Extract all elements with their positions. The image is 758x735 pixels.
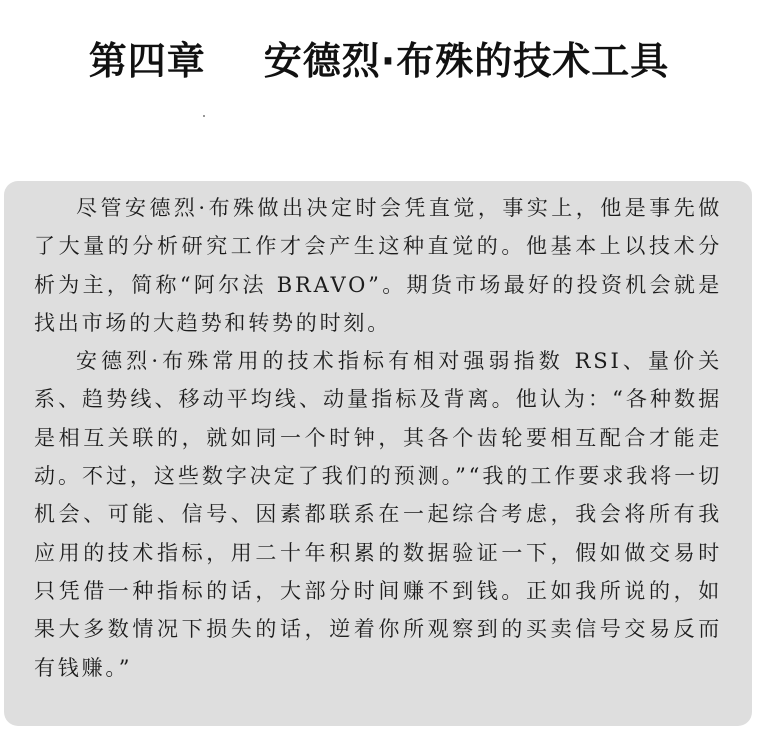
paragraph-1: 尽管安德烈·布殊做出决定时会凭直觉，事实上，他是事先做了大量的分析研究工作才会产生这种直觉的。他基本上以技术分析为主，简称“阿尔法 BRAVO”。期货市场最好的投资机会就是找出市场的大趋势和转势的时刻。 [34,196,722,335]
scan-speck [203,115,205,117]
text-panel [4,181,752,726]
chapter-number: 第四章 [88,39,206,84]
paragraph-2: 安德烈·布殊常用的技术指标有相对强弱指数 RSI、量价关系、趋势线、移动平均线、动量指标及背离。他认为：“各种数据是相互关联的，就如同一个时钟，其各个齿轮要相互配合才能走动。不过，这些数字决定了我们的预测。”“我的工作要求我将一切机会、可能、信号、因素都联系在一起综合考虑，我会将所有我应用的技术指标，用二十年积累的数据验证一下，假如做交易时只凭借一种指标的话，大部分时间赚不到钱。正如我所说的，如果大多数情况下损失的话，逆着你所观察到的买卖信号交易反而有钱赚。” [34,349,722,680]
chapter-heading [0,33,758,89]
chapter-title: 安德烈·布殊的技术工具 [263,39,670,84]
